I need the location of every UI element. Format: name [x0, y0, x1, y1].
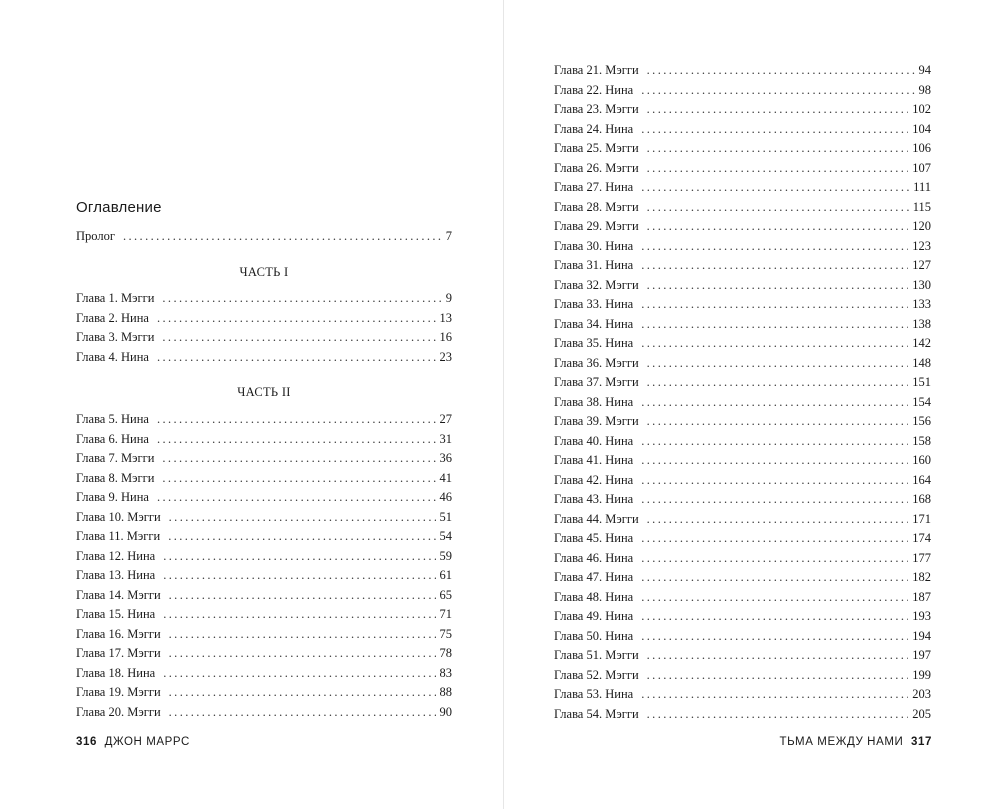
dot-leader: [641, 80, 914, 100]
entry-label: Глава 41. Нина: [554, 453, 634, 467]
toc-entry: [554, 509, 931, 529]
entry-page: 102: [912, 102, 931, 116]
entry-page: 154: [912, 394, 931, 409]
entry-page: 174: [912, 531, 931, 545]
part-heading: ЧАСТЬ II: [237, 385, 291, 399]
entry-label: Глава 29. Мэгги: [554, 219, 639, 233]
entry-page: 194: [912, 628, 931, 643]
entry-label: Глава 49. Нина: [554, 609, 634, 623]
entry-label: Глава 45. Нина: [554, 531, 634, 545]
entry-label: Глава 13. Нина: [76, 568, 156, 582]
toc-entry: [76, 546, 452, 566]
dot-leader: [169, 507, 436, 527]
toc-entry: [76, 702, 452, 722]
entry-page: 107: [912, 160, 931, 175]
toc-entry: [554, 470, 931, 490]
entry-label: Глава 7. Мэгги: [76, 451, 155, 465]
entry-page: 27: [439, 412, 452, 426]
dot-leader: [169, 702, 436, 722]
entry-label: Глава 54. Мэгги: [554, 706, 639, 721]
toc-entry: [554, 138, 931, 158]
entry-page: 59: [439, 548, 452, 563]
entry-label: Глава 39. Мэгги: [554, 414, 639, 428]
entry-page: 7: [445, 229, 452, 243]
toc-entry: [554, 567, 931, 587]
page-number: 316: [76, 736, 97, 748]
toc-entry: [554, 645, 931, 665]
dot-leader: [169, 585, 436, 605]
dot-leader: [647, 216, 909, 236]
toc-entry: [76, 308, 452, 328]
toc-entry: [554, 119, 931, 139]
dot-leader: [647, 197, 909, 217]
entry-label: Глава 40. Нина: [554, 433, 634, 448]
toc-entry-prologue: [76, 226, 452, 246]
dot-leader: [647, 353, 909, 373]
entry-page: 171: [912, 511, 931, 526]
toc-entry: [76, 526, 452, 546]
dot-leader: [641, 489, 908, 509]
toc-entry: [554, 626, 931, 646]
entry-page: 13: [439, 310, 452, 325]
entry-page: 98: [918, 82, 931, 97]
toc-entry: [554, 236, 931, 256]
dot-leader: [162, 327, 435, 347]
toc-entry: [554, 489, 931, 509]
entry-label: Глава 9. Нина: [76, 490, 149, 504]
entry-page: 54: [439, 529, 452, 543]
entry-page: 61: [439, 568, 452, 582]
entry-label: Глава 43. Нина: [554, 492, 634, 506]
running-footer: [780, 734, 932, 750]
toc-entry: [554, 528, 931, 548]
entry-page: 187: [912, 589, 931, 604]
entry-page: 94: [918, 63, 931, 77]
entry-page: 133: [912, 297, 931, 311]
toc-entry: [76, 347, 452, 367]
toc-entry: [554, 704, 931, 724]
entry-page: 123: [912, 238, 931, 253]
toc-entry: [76, 507, 452, 527]
toc-entry: [554, 197, 931, 217]
dot-leader: [641, 119, 908, 139]
dot-leader: [641, 587, 908, 607]
entry-page: 205: [912, 706, 931, 721]
entry-label: Глава 26. Мэгги: [554, 160, 639, 175]
entry-page: 177: [912, 550, 931, 565]
toc-entry: [554, 60, 931, 80]
dot-leader: [641, 255, 908, 275]
toc-entry: [76, 643, 452, 663]
entry-page: 41: [439, 470, 452, 485]
entry-label: Глава 50. Нина: [554, 628, 634, 643]
dot-leader: [163, 663, 435, 683]
dot-leader: [647, 138, 909, 158]
entry-label: Пролог: [76, 229, 115, 243]
toc-entry: [554, 353, 931, 373]
entry-page: 111: [913, 180, 931, 194]
entry-page: 138: [912, 316, 931, 331]
dot-leader: [157, 429, 436, 449]
entry-label: Глава 22. Нина: [554, 82, 634, 97]
dot-leader: [641, 567, 908, 587]
dot-leader: [641, 606, 908, 626]
left-page: [0, 0, 503, 809]
entry-page: 120: [912, 219, 931, 233]
entry-label: Глава 21. Мэгги: [554, 63, 639, 77]
toc-entry: [554, 216, 931, 236]
entry-label: Глава 4. Нина: [76, 349, 149, 364]
dot-leader: [641, 333, 908, 353]
entry-label: Глава 19. Мэгги: [76, 685, 161, 699]
toc-entry: [554, 431, 931, 451]
toc-entry: [554, 99, 931, 119]
dot-leader: [162, 448, 435, 468]
entry-label: Глава 14. Мэгги: [76, 587, 161, 602]
dot-leader: [641, 470, 908, 490]
dot-leader: [157, 409, 436, 429]
entry-page: 104: [912, 121, 931, 136]
running-footer: [76, 734, 190, 750]
dot-leader: [163, 604, 435, 624]
dot-leader: [647, 665, 909, 685]
dot-leader: [641, 392, 908, 412]
dot-leader: [163, 565, 435, 585]
entry-page: 164: [912, 472, 931, 487]
toc-entry: [554, 684, 931, 704]
toc-entry: [554, 392, 931, 412]
right-page: [504, 0, 1008, 809]
entry-page: 83: [439, 665, 452, 680]
entry-label: Глава 6. Нина: [76, 431, 149, 446]
dot-leader: [647, 60, 915, 80]
toc-entry: [554, 606, 931, 626]
entry-label: Глава 37. Мэгги: [554, 375, 639, 389]
entry-label: Глава 48. Нина: [554, 589, 634, 604]
entry-label: Глава 10. Мэгги: [76, 509, 161, 524]
entry-label: Глава 46. Нина: [554, 550, 634, 565]
entry-page: 199: [912, 667, 931, 682]
dot-leader: [157, 347, 436, 367]
entry-page: 71: [439, 607, 452, 621]
entry-label: Глава 18. Нина: [76, 665, 156, 680]
entry-label: Глава 44. Мэгги: [554, 511, 639, 526]
dot-leader: [647, 372, 909, 392]
toc-entry: [554, 275, 931, 295]
entry-page: 36: [439, 451, 452, 465]
entry-page: 156: [912, 414, 931, 428]
entry-page: 31: [439, 431, 452, 446]
dot-leader: [162, 468, 435, 488]
entry-page: 160: [912, 453, 931, 467]
dot-leader: [157, 487, 436, 507]
entry-label: Глава 47. Нина: [554, 570, 634, 584]
entry-label: Глава 17. Мэгги: [76, 646, 161, 660]
entry-label: Глава 5. Нина: [76, 412, 149, 426]
toc-entry: [554, 548, 931, 568]
dot-leader: [157, 308, 436, 328]
toc-entry: [554, 177, 931, 197]
toc-entry: [76, 468, 452, 488]
entry-page: 182: [912, 570, 931, 584]
entry-page: 78: [439, 646, 452, 660]
entry-label: Глава 52. Мэгги: [554, 667, 639, 682]
toc-entry: [554, 314, 931, 334]
entry-label: Глава 31. Нина: [554, 258, 634, 272]
dot-leader: [641, 177, 909, 197]
entry-label: Глава 35. Нина: [554, 336, 634, 350]
entry-page: 9: [445, 291, 452, 305]
toc-entry: [76, 288, 452, 308]
dot-leader: [123, 226, 442, 246]
entry-label: Глава 53. Нина: [554, 687, 634, 701]
entry-page: 130: [912, 277, 931, 292]
entry-label: Глава 32. Мэгги: [554, 277, 639, 292]
entry-label: Глава 23. Мэгги: [554, 102, 639, 116]
author-name: ДЖОН МАРРС: [104, 736, 190, 748]
entry-page: 127: [912, 258, 931, 272]
entry-label: Глава 33. Нина: [554, 297, 634, 311]
entry-label: Глава 2. Нина: [76, 310, 149, 325]
entry-label: Глава 11. Мэгги: [76, 529, 161, 543]
toc-entry: [554, 294, 931, 314]
entry-page: 168: [912, 492, 931, 506]
toc-entry: [554, 158, 931, 178]
toc-entry: [76, 409, 452, 429]
entry-page: 197: [912, 648, 931, 662]
dot-leader: [169, 643, 436, 663]
toc-entry: [554, 255, 931, 275]
entry-page: 16: [439, 330, 452, 345]
dot-leader: [641, 528, 908, 548]
entry-page: 106: [912, 141, 931, 155]
book-title: ТЬМА МЕЖДУ НАМИ: [779, 736, 904, 748]
entry-label: Глава 34. Нина: [554, 316, 634, 331]
entry-page: 142: [912, 336, 931, 350]
entry-label: Глава 12. Нина: [76, 548, 156, 563]
toc-entry: [76, 663, 452, 683]
entry-label: Глава 3. Мэгги: [76, 330, 155, 345]
toc-entry: [76, 327, 452, 347]
entry-page: 23: [439, 349, 452, 364]
entry-label: Глава 27. Нина: [554, 180, 634, 194]
toc-entry: [554, 587, 931, 607]
entry-label: Глава 20. Мэгги: [76, 704, 161, 719]
entry-page: 158: [912, 433, 931, 448]
entry-page: 75: [439, 626, 452, 641]
dot-leader: [641, 431, 908, 451]
toc-entry: [76, 682, 452, 702]
toc-entry: [76, 487, 452, 507]
entry-label: Глава 28. Мэгги: [554, 199, 639, 214]
entry-page: 88: [439, 685, 452, 699]
dot-leader: [647, 645, 909, 665]
entry-page: 51: [439, 509, 452, 524]
dot-leader: [647, 275, 909, 295]
entry-label: Глава 1. Мэгги: [76, 291, 155, 305]
dot-leader: [162, 288, 441, 308]
dot-leader: [168, 526, 435, 546]
dot-leader: [641, 626, 908, 646]
entry-page: 148: [912, 355, 931, 370]
toc-entry: [76, 624, 452, 644]
dot-leader: [169, 682, 436, 702]
dot-leader: [169, 624, 436, 644]
toc-entry: [76, 429, 452, 449]
toc-entry: [554, 372, 931, 392]
toc-title: Оглавление: [76, 199, 162, 216]
entry-label: Глава 24. Нина: [554, 121, 634, 136]
toc-entry: [554, 333, 931, 353]
dot-leader: [647, 411, 909, 431]
toc-entry: [554, 411, 931, 431]
toc-entry: [554, 80, 931, 100]
dot-leader: [647, 704, 909, 724]
entry-page: 151: [912, 375, 931, 389]
entry-label: Глава 36. Мэгги: [554, 355, 639, 370]
dot-leader: [647, 99, 909, 119]
dot-leader: [641, 236, 908, 256]
part-heading: ЧАСТЬ I: [239, 265, 289, 279]
dot-leader: [163, 546, 435, 566]
entry-page: 203: [912, 687, 931, 701]
dot-leader: [641, 450, 908, 470]
toc-entry: [554, 450, 931, 470]
dot-leader: [641, 684, 908, 704]
entry-label: Глава 38. Нина: [554, 394, 634, 409]
page-number: 317: [911, 736, 932, 748]
toc-entry: [76, 448, 452, 468]
entry-page: 193: [912, 609, 931, 623]
entry-label: Глава 16. Мэгги: [76, 626, 161, 641]
toc-entry: [76, 604, 452, 624]
dot-leader: [641, 314, 908, 334]
entry-page: 90: [439, 704, 452, 719]
entry-page: 46: [439, 490, 452, 504]
entry-label: Глава 42. Нина: [554, 472, 634, 487]
entry-label: Глава 15. Нина: [76, 607, 156, 621]
entry-page: 65: [439, 587, 452, 602]
entry-label: Глава 25. Мэгги: [554, 141, 639, 155]
entry-label: Глава 30. Нина: [554, 238, 634, 253]
toc-entry: [554, 665, 931, 685]
dot-leader: [641, 548, 908, 568]
dot-leader: [641, 294, 908, 314]
entry-label: Глава 8. Мэгги: [76, 470, 155, 485]
dot-leader: [647, 509, 909, 529]
toc-entry: [76, 565, 452, 585]
toc-entry: [76, 585, 452, 605]
dot-leader: [647, 158, 909, 178]
entry-label: Глава 51. Мэгги: [554, 648, 639, 662]
entry-page: 115: [912, 199, 931, 214]
